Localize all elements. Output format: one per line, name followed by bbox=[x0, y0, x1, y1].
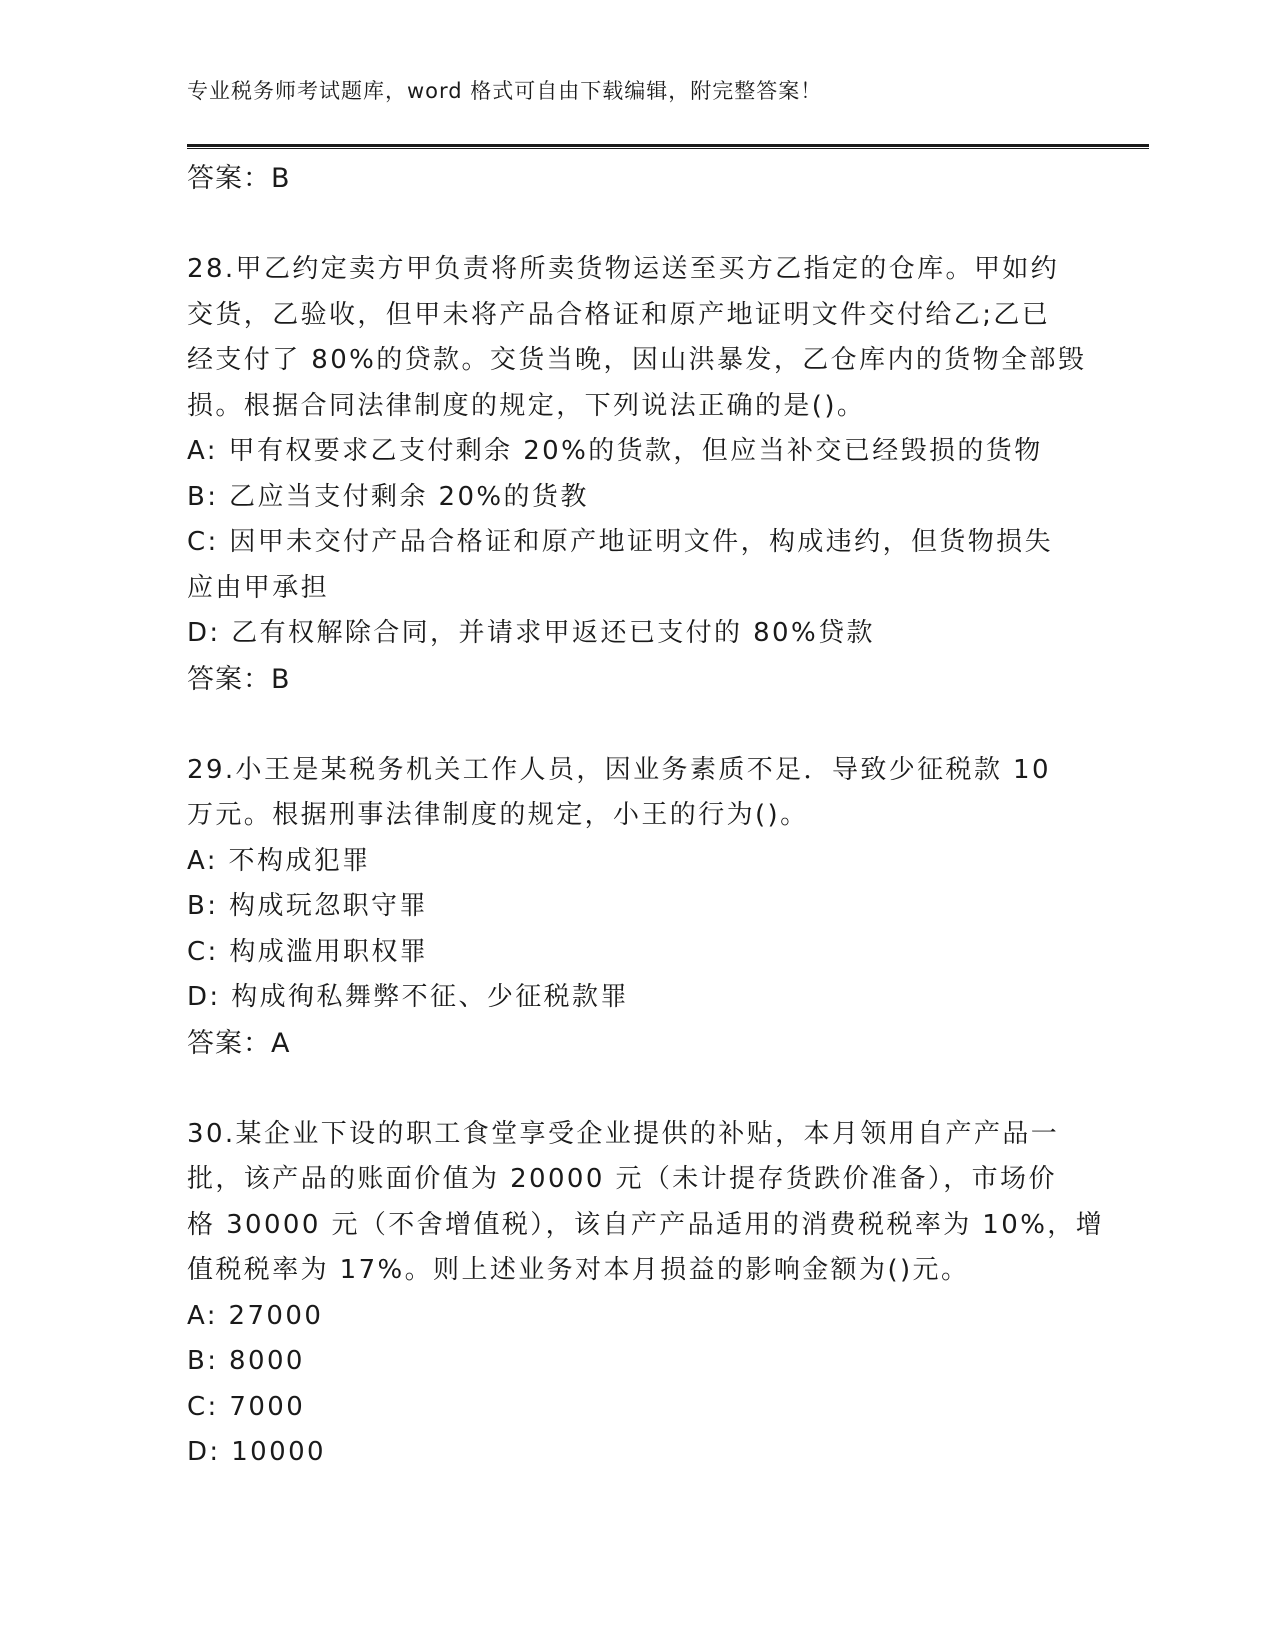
question-text-line: 29.小王是某税务机关工作人员，因业务素质不足．导致少征税款 10 bbox=[187, 754, 1051, 785]
question-item bbox=[187, 1112, 1105, 1476]
option-a: A: 甲有权要求乙支付剩余 20%的货款，但应当补交已经毁损的货物 bbox=[187, 436, 1043, 466]
option-b: B: 8000 bbox=[187, 1346, 305, 1376]
option-c: C: 因甲未交付产品合格证和原产地证明文件，构成违约，但货物损失 bbox=[187, 527, 1053, 557]
option-b: B: 乙应当支付剩余 20%的货教 bbox=[187, 481, 589, 512]
header-divider bbox=[187, 144, 1149, 149]
option-c: C: 构成滥用职权罪 bbox=[187, 936, 429, 967]
question-text-line: 格 30000 元（不舍增值税），该自产产品适用的消费税税率为 10%，增 bbox=[187, 1209, 1105, 1240]
question-list bbox=[187, 156, 1105, 1476]
question-text-line: 经支付了 80%的贷款。交货当晚，因山洪暴发，乙仓库内的货物全部毁 bbox=[187, 345, 1087, 375]
question-text-line: 万元。根据刑事法律制度的规定，小王的行为()。 bbox=[187, 800, 809, 830]
option-a: A: 27000 bbox=[187, 1300, 324, 1331]
question-text-line: 28.甲乙约定卖方甲负责将所卖货物运送至买方乙指定的仓库。甲如约 bbox=[187, 254, 1060, 284]
option-c: C: 7000 bbox=[187, 1391, 306, 1422]
question-text-line: 30.某企业下设的职工食堂享受企业提供的补贴，本月领用自产产品一 bbox=[187, 1118, 1060, 1149]
option-b: B: 构成玩忽职守罪 bbox=[187, 891, 428, 921]
question-text-line: 交货，乙验收，但甲未将产品合格证和原产地证明文件交付给乙;乙已 bbox=[187, 299, 1051, 330]
option-d: D: 构成徇私舞弊不征、少征税款罪 bbox=[187, 982, 629, 1012]
question-item bbox=[187, 748, 1087, 1067]
option-d: D: 10000 bbox=[187, 1437, 326, 1467]
option-d: D: 乙有权解除合同，并请求甲返还已支付的 80%贷款 bbox=[187, 618, 875, 648]
option-a: A: 不构成犯罪 bbox=[187, 845, 371, 876]
answer-line: 答案：B bbox=[187, 163, 291, 194]
spacer bbox=[187, 702, 1087, 748]
spacer bbox=[187, 202, 1087, 248]
answer-line: 答案：B bbox=[187, 663, 291, 695]
question-text-line: 损。根据合同法律制度的规定，下列说法正确的是()。 bbox=[187, 390, 866, 421]
question-text-line: 批，该产品的账面价值为 20000 元（未计提存货跌价准备），市场价 bbox=[187, 1164, 1057, 1194]
page-header: 专业税务师考试题库，word 格式可自由下载编辑，附完整答案！ bbox=[187, 79, 823, 103]
question-item bbox=[187, 247, 1087, 702]
spacer bbox=[187, 1066, 1087, 1112]
answer-line: 答案：A bbox=[187, 1027, 291, 1059]
question-text-line: 值税税率为 17%。则上述业务对本月损益的影响金额为()元。 bbox=[187, 1255, 970, 1285]
option-c-continued: 应由甲承担 bbox=[187, 572, 330, 603]
